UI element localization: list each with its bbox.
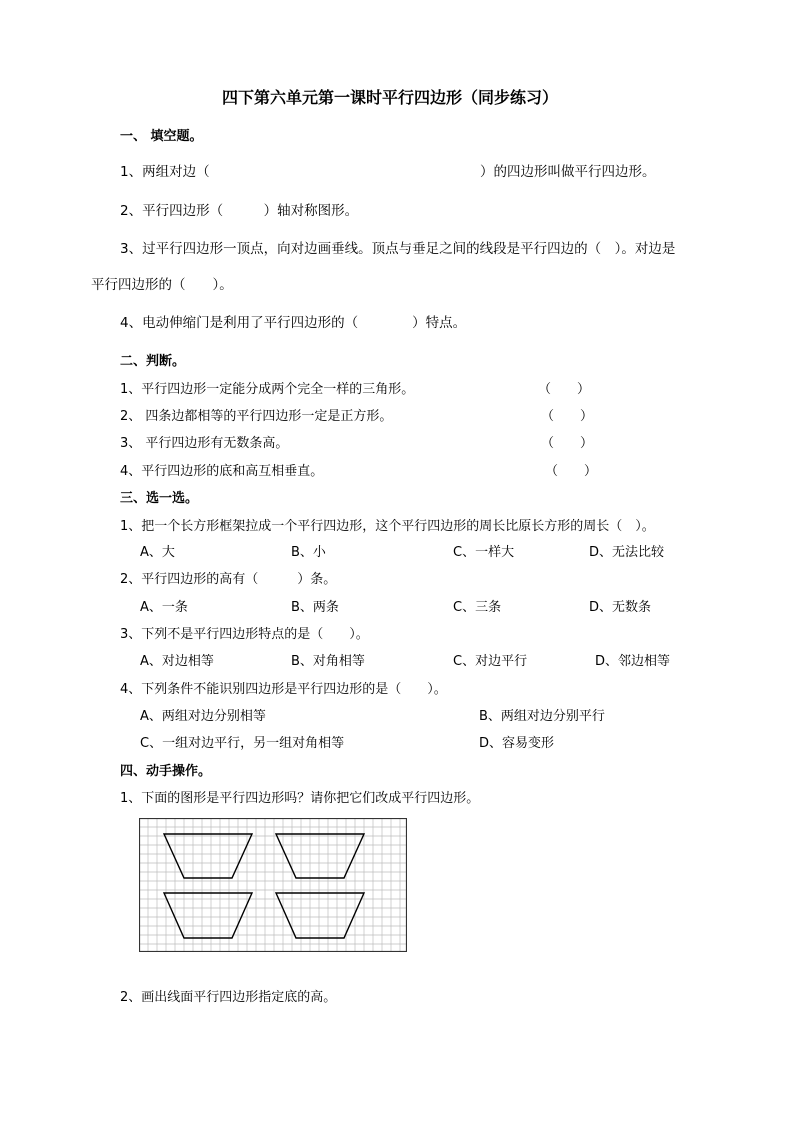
choice-q3-option-a: A、对边相等 (140, 654, 214, 669)
trapezoid-top-right (276, 834, 364, 878)
hands-on-q1: 1、下面的图形是平行四边形吗？请你把它们改成平行四边形。 (120, 791, 480, 806)
trapezoid-bottom-left (164, 893, 252, 938)
fill-q2: 2、平行四边形（ ）轴对称图形。 (120, 203, 359, 219)
choice-q1-option-c: C、一样大 (453, 545, 515, 560)
choice-q4-option-d: D、容易变形 (479, 736, 555, 751)
choice-q2-option-d: D、无数条 (589, 600, 652, 615)
fill-q4: 4、电动伸缩门是利用了平行四边形的（ ）特点。 (120, 315, 467, 331)
judge-item-2: 2、 四条边都相等的平行四边形一定是正方形。 (120, 409, 393, 424)
fill-q1-start: 1、两组对边（ (120, 164, 210, 180)
section-heading-choice: 三、选一选。 (120, 491, 199, 506)
choice-q1-option-a: A、大 (140, 545, 175, 560)
choice-q2-option-b: B、两条 (291, 600, 339, 615)
choice-q1: 1、把一个长方形框架拉成一个平行四边形，这个平行四边形的周长比原长方形的周长（ ）。 (120, 519, 655, 534)
choice-q4-option-b: B、两组对边分别平行 (479, 709, 605, 724)
fill-q3-line1: 3、过平行四边形一顶点，向对边画垂线。顶点与垂足之间的线段是平行四边的（ ）。对边是 (120, 241, 676, 257)
choice-q3: 3、下列不是平行四边形特点的是（ ）。 (120, 627, 369, 642)
section-heading-judge: 二、判断。 (120, 354, 186, 369)
section-heading-hands-on: 四、动手操作。 (120, 764, 212, 779)
choice-q3-option-b: B、对角相等 (291, 654, 365, 669)
judge-bracket-4: （ ） (545, 464, 598, 479)
judge-item-4: 4、平行四边形的底和高互相垂直。 (120, 464, 324, 479)
judge-item-1: 1、平行四边形一定能分成两个完全一样的三角形。 (120, 382, 415, 397)
trapezoid-bottom-right (276, 893, 364, 938)
choice-q1-option-b: B、小 (291, 545, 326, 560)
fill-q1-end: ）的四边形叫做平行四边形。 (480, 164, 656, 180)
judge-bracket-3: （ ） (541, 436, 594, 451)
judge-item-3: 3、 平行四边形有无数条高。 (120, 436, 289, 451)
trapezoid-figures (164, 834, 364, 938)
judge-bracket-1: （ ） (538, 382, 591, 397)
choice-q3-option-c: C、对边平行 (453, 654, 528, 669)
trapezoid-top-left (164, 834, 252, 878)
choice-q3-option-d: D、邻边相等 (595, 654, 671, 669)
grid-lines (139, 818, 407, 952)
section-heading-fill: 一、 填空题。 (120, 129, 203, 144)
grid-border (140, 819, 407, 952)
choice-q4-option-c: C、一组对边平行，另一组对角相等 (140, 736, 345, 751)
hands-on-q2: 2、画出线面平行四边形指定底的高。 (120, 990, 337, 1005)
choice-q2: 2、平行四边形的高有（ ）条。 (120, 572, 337, 587)
choice-q4-option-a: A、两组对边分别相等 (140, 709, 266, 724)
choice-q1-option-d: D、无法比较 (589, 545, 665, 560)
choice-q2-option-a: A、一条 (140, 600, 188, 615)
fill-q3-line2: 平行四边形的（ ）。 (91, 277, 233, 293)
choice-q4: 4、下列条件不能识别四边形是平行四边形的是（ ）。 (120, 682, 447, 697)
page-title: 四下第六单元第一课时平行四边形（同步练习） (222, 88, 559, 107)
choice-q2-option-c: C、三条 (453, 600, 502, 615)
grid-figure (139, 818, 407, 952)
judge-bracket-2: （ ） (541, 409, 594, 424)
